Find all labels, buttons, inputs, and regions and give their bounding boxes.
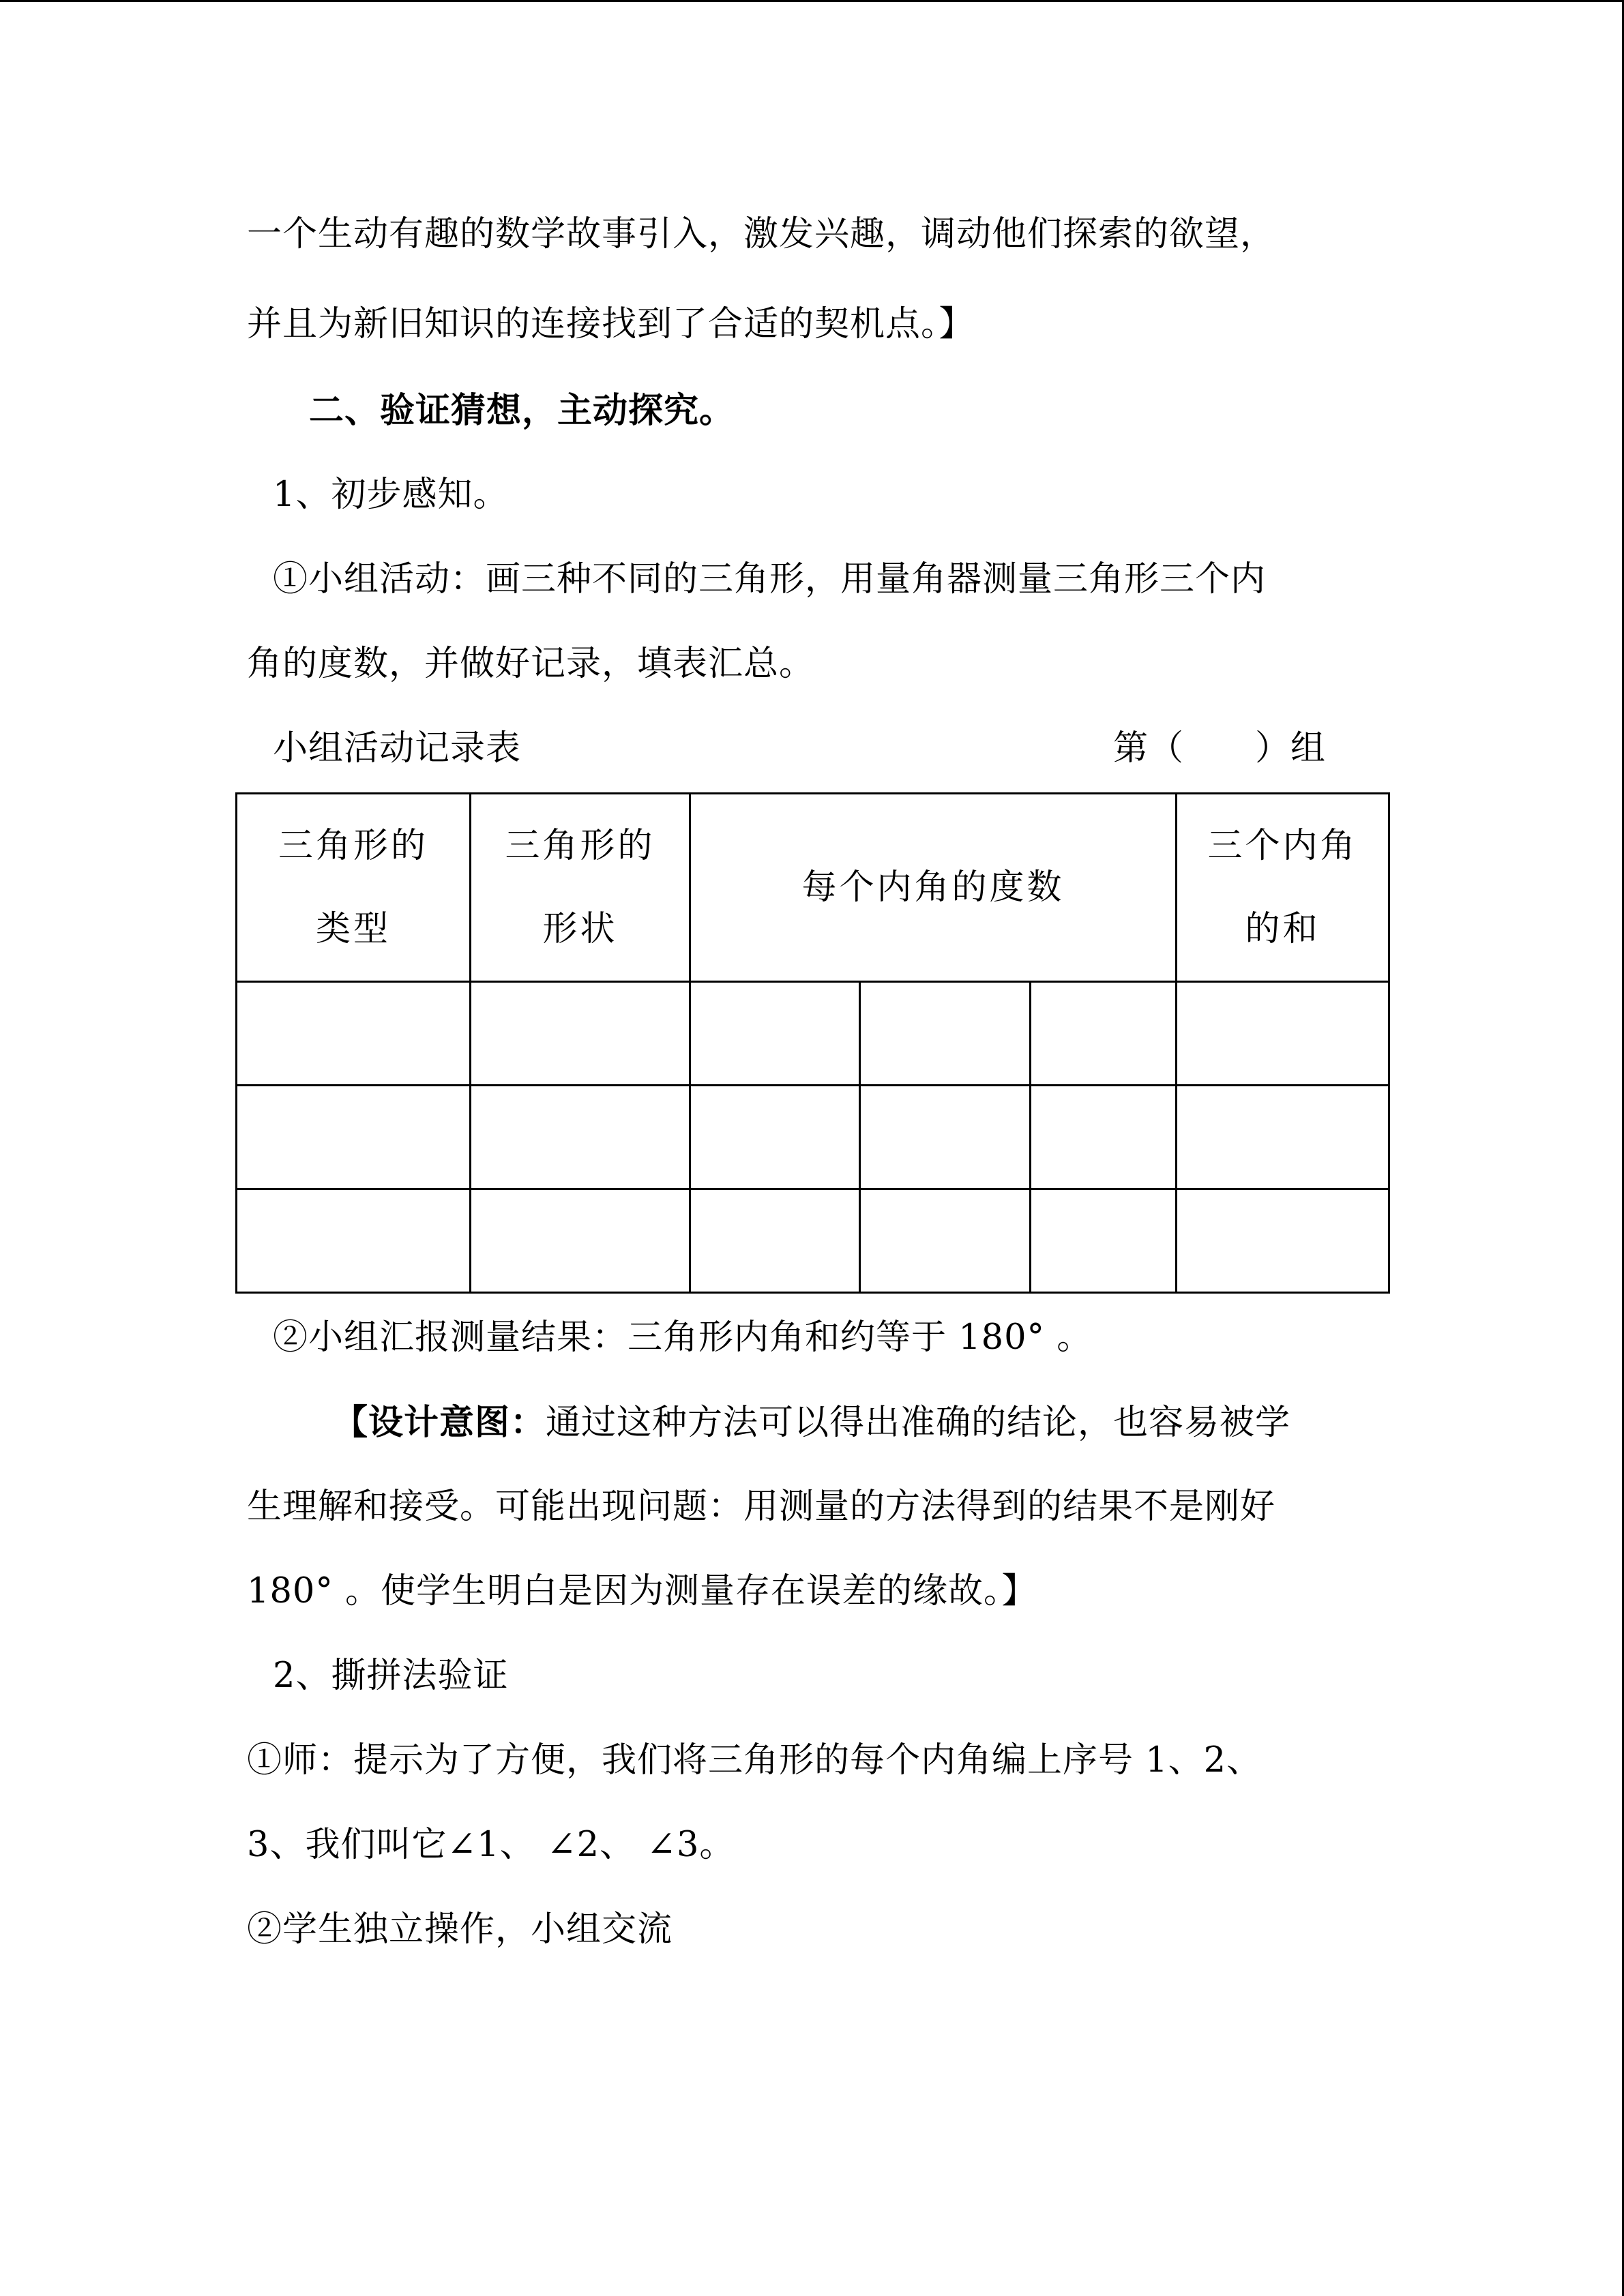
paragraph-line: ②学生独立操作，小组交流	[247, 1909, 673, 1950]
step-title: 2、撕拼法验证	[273, 1656, 509, 1696]
group-number-label: 第（ ）组	[1113, 728, 1327, 769]
header-angle-sum: 三个内角 的和	[1177, 794, 1389, 982]
header-triangle-type: 三角形的 类型	[237, 794, 471, 982]
table-header-row	[237, 794, 1389, 982]
paragraph-line: 一个生动有趣的数学故事引入，激发兴趣，调动他们探索的欲望，	[247, 214, 1276, 254]
table-row	[237, 982, 1389, 1086]
table-cell[interactable]	[1177, 982, 1389, 1086]
table-cell[interactable]	[1031, 1189, 1177, 1293]
paragraph-line: ①小组活动：画三种不同的三角形，用量角器测量三角形三个内	[273, 559, 1267, 599]
table-cell[interactable]	[860, 1086, 1031, 1189]
table-cell[interactable]	[690, 982, 860, 1086]
table-cell[interactable]	[690, 1189, 860, 1293]
header-triangle-shape: 三角形的 形状	[471, 794, 690, 982]
table-cell[interactable]	[237, 1189, 471, 1293]
design-intent-label: 【设计意图：	[333, 1402, 546, 1443]
table-cell[interactable]	[237, 1086, 471, 1189]
table-cell[interactable]	[1031, 1086, 1177, 1189]
paragraph-line: 生理解和接受。可能出现问题：用测量的方法得到的结果不是刚好	[247, 1487, 1276, 1527]
table-cell[interactable]	[860, 982, 1031, 1086]
paragraph-line: 并且为新旧知识的连接找到了合适的契机点。】	[247, 304, 975, 344]
table-cell[interactable]	[860, 1189, 1031, 1293]
step-title: 1、初步感知。	[273, 475, 509, 515]
activity-record-table	[235, 792, 1390, 1294]
table-row	[237, 1086, 1389, 1189]
table-cell[interactable]	[471, 1189, 690, 1293]
paragraph-line: 角的度数，并做好记录，填表汇总。	[247, 644, 815, 684]
paragraph-line: ②小组汇报测量结果：三角形内角和约等于 180° 。	[273, 1317, 1093, 1358]
page-border-top	[0, 0, 1624, 2]
table-caption: 小组活动记录表	[273, 728, 522, 769]
table-row	[237, 1189, 1389, 1293]
table-cell[interactable]	[690, 1086, 860, 1189]
table-cell[interactable]	[471, 982, 690, 1086]
table-cell[interactable]	[1177, 1086, 1389, 1189]
table-cell[interactable]	[471, 1086, 690, 1189]
design-intent-line	[333, 1401, 1290, 1445]
table-cell[interactable]	[237, 982, 471, 1086]
section-heading: 二、验证猜想，主动探究。	[309, 390, 735, 431]
header-angle-degrees: 每个内角的度数	[690, 794, 1177, 982]
paragraph-line: 180° 。使学生明白是因为测量存在误差的缘故。】	[247, 1571, 1037, 1611]
paragraph-line: 3、我们叫它∠1、 ∠2、 ∠3。	[247, 1825, 735, 1865]
table-cell[interactable]	[1177, 1189, 1389, 1293]
paragraph-line: ①师：提示为了方便，我们将三角形的每个内角编上序号 1、2、	[247, 1740, 1263, 1780]
table-cell[interactable]	[1031, 982, 1177, 1086]
design-intent-text: 通过这种方法可以得出准确的结论，也容易被学	[546, 1403, 1291, 1443]
